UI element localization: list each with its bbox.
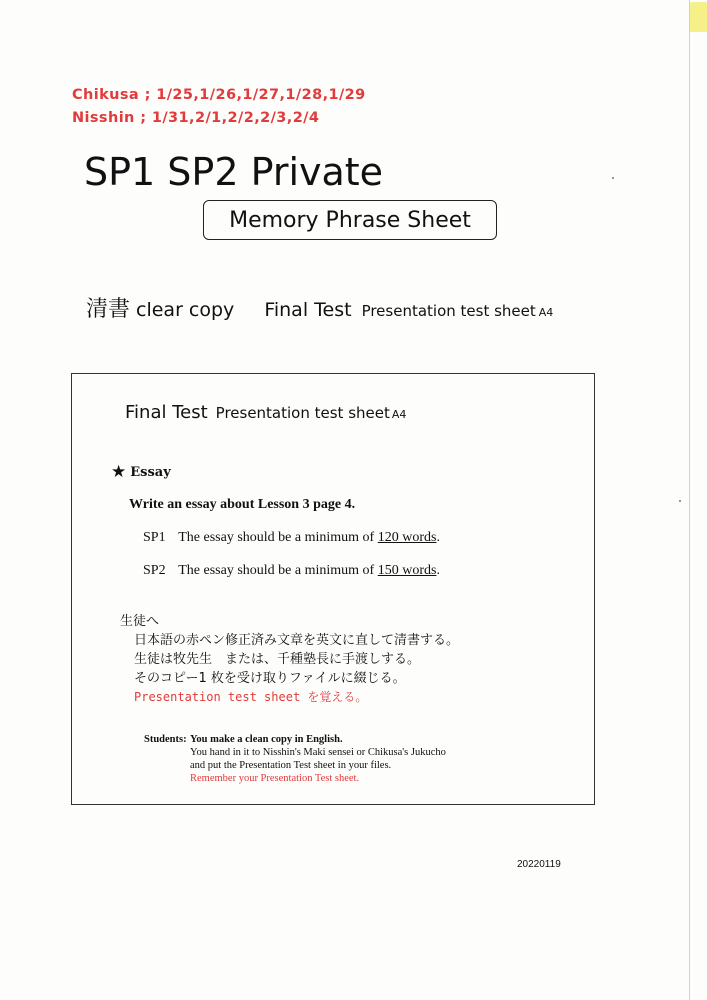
jp-line-1: 日本語の赤ペン修正済み文章を英文に直して清書する。: [134, 633, 460, 648]
essay-label: Essay: [130, 464, 171, 480]
scan-speck: [612, 177, 614, 179]
panel-size: A4: [391, 408, 407, 421]
page-title: SP1 SP2 Private: [84, 150, 384, 194]
scan-edge-line: [689, 0, 690, 1000]
students-line-3: and put the Presentation Test sheet in your files.: [190, 760, 392, 771]
presentation-sheet-label: Presentation test sheet: [361, 302, 536, 320]
highlighter-mark: [690, 2, 707, 32]
size-label: A4: [538, 306, 554, 319]
jp-line-2: 生徒は牧先生 または、千種塾長に手渡しする。: [134, 652, 421, 667]
star-icon: ★: [111, 462, 127, 482]
students-instructions: [144, 733, 446, 785]
clear-copy-en: clear copy: [136, 299, 235, 321]
jp-instructions: [120, 612, 459, 707]
panel-heading: [125, 402, 406, 423]
sp1-text: The essay should be a minimum of: [178, 530, 378, 545]
sp2-end: .: [436, 563, 440, 578]
subtitle-box: [203, 200, 497, 240]
sp2-word-count: 150 words: [377, 563, 437, 578]
panel-presentation: Presentation test sheet: [215, 404, 390, 422]
panel-final-test: Final Test: [125, 402, 208, 423]
sp1-end: .: [436, 530, 440, 545]
students-line-1: You make a clean copy in English.: [190, 734, 343, 745]
sp1-word-count: 120 words: [377, 530, 437, 545]
sp2-text: The essay should be a minimum of: [178, 563, 378, 578]
write-prefix: Write an essay about: [129, 497, 258, 512]
students-line-2: You hand in it to Nisshin's Maki sensei or Chikusa's Jukucho: [190, 747, 446, 758]
jp-heading: 生徒へ: [120, 614, 160, 629]
nisshin-schedule: Nisshin ; 1/31,2/1,2/2,2/3,2/4: [72, 110, 320, 126]
date-code: 20220119: [517, 859, 561, 870]
final-test-label: Final Test: [264, 299, 352, 321]
clear-copy-jp: 清書: [86, 297, 131, 322]
sp2-tag: SP2: [143, 563, 166, 578]
sp1-requirement: [143, 530, 440, 546]
scan-speck: [679, 500, 681, 502]
sp2-requirement: [143, 563, 440, 579]
students-line-4: Remember your Presentation Test sheet.: [190, 773, 360, 784]
chikusa-schedule: Chikusa ; 1/25,1/26,1/27,1/28,1/29: [72, 87, 366, 103]
sp1-tag: SP1: [143, 530, 166, 545]
final-test-panel: [71, 373, 595, 805]
clear-copy-row: [86, 292, 553, 323]
essay-heading: [111, 462, 171, 482]
jp-line-4: Presentation test sheet を覚える。: [134, 690, 368, 704]
write-instruction: [129, 497, 355, 513]
students-label: Students:: [144, 734, 187, 745]
jp-line-3: そのコピー1 枚を受け取りファイルに綴じる。: [134, 671, 406, 686]
subtitle: Memory Phrase Sheet: [229, 207, 471, 233]
write-lesson: Lesson 3 page 4.: [257, 497, 356, 512]
